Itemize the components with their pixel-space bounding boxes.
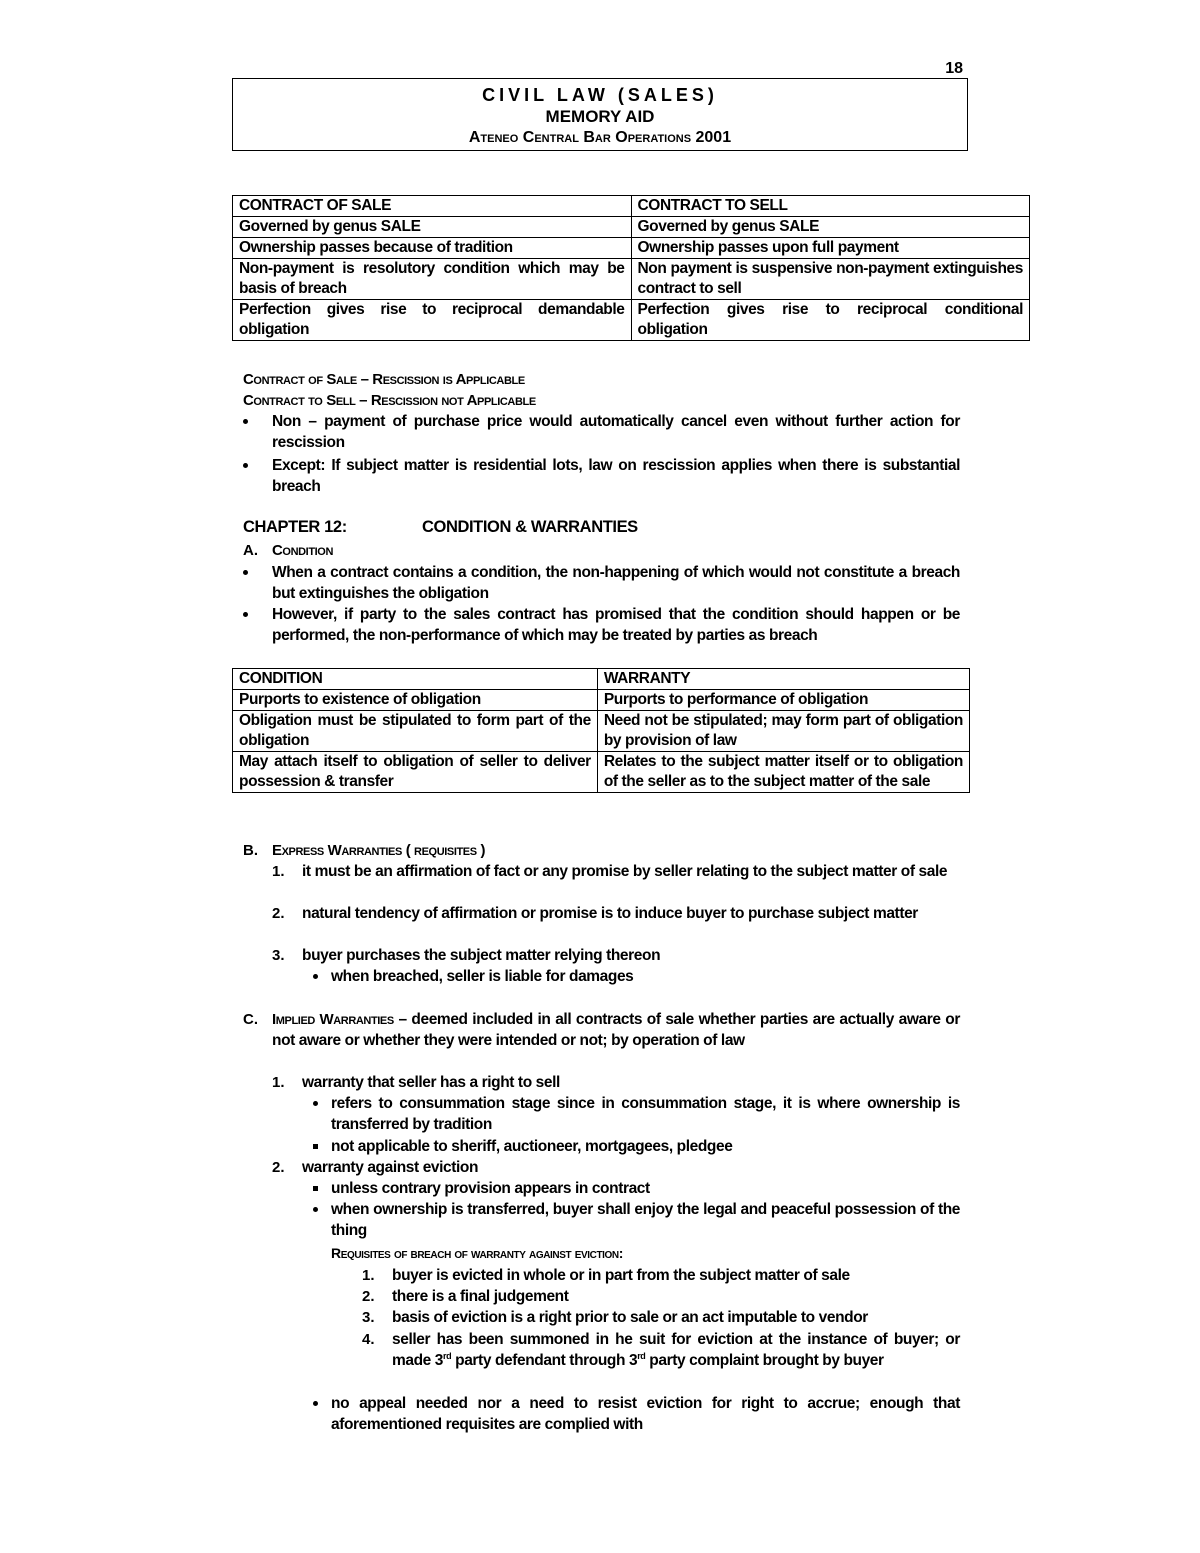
requisites-heading: Requisites of breach of warranty against eviction: xyxy=(331,1245,624,1261)
table-header-cell: CONTRACT OF SALE xyxy=(233,196,632,217)
bullet-icon xyxy=(313,1401,318,1406)
condition-bullet: However, if party to the sales contract has promised that the condition should happen or be performed, the non-performance of which may be treated by parties as breach xyxy=(272,606,960,644)
list-number: 2. xyxy=(272,1159,285,1176)
header-subtitle: MEMORY AID xyxy=(545,107,655,126)
square-bullet-icon xyxy=(313,1186,318,1191)
page-number: 18 xyxy=(945,60,963,77)
table-header-row xyxy=(233,669,970,690)
bullet-icon xyxy=(243,419,248,424)
list-sub-bullet: when ownership is transferred, buyer shall enjoy the legal and peaceful possession of the thing xyxy=(331,1201,960,1239)
list-number: 4. xyxy=(362,1331,375,1348)
rescission-line-2: Contract to Sell – Rescission not Applicable xyxy=(243,392,536,409)
list-number: 1. xyxy=(272,1074,285,1091)
table-cell: Perfection gives rise to reciprocal demandable obligation xyxy=(233,300,632,341)
requisite-item xyxy=(392,1329,960,1371)
table-cell: Need not be stipulated; may form part of obligation by provision of law xyxy=(597,711,969,752)
requisite-text: seller has been summoned in he suit for eviction at the instance of buyer; or made 3 xyxy=(392,1331,960,1369)
table-cell: Purports to performance of obligation xyxy=(597,690,969,711)
table-row xyxy=(233,711,970,752)
table-cell: May attach itself to obligation of seller to deliver possession & transfer xyxy=(233,752,598,793)
list-sub-bullet: no appeal needed nor a need to resist eviction for right to accrue; enough that aforementioned requisites are complied with xyxy=(331,1395,960,1433)
list-sub-bullet: unless contrary provision appears in contract xyxy=(331,1180,650,1197)
table-header-cell: CONTRACT TO SELL xyxy=(631,196,1030,217)
table-row xyxy=(233,690,970,711)
requisite-text: party defendant through 3 xyxy=(451,1352,638,1369)
table-header-row xyxy=(233,196,1030,217)
sale-vs-sell-table xyxy=(232,195,1030,341)
table-row xyxy=(233,752,970,793)
table-header-cell: CONDITION xyxy=(233,669,598,690)
list-item: buyer purchases the subject matter relying thereon xyxy=(302,947,661,964)
bullet-icon xyxy=(243,463,248,468)
requisite-item: there is a final judgement xyxy=(392,1288,569,1305)
header-title: CIVIL LAW (SALES) xyxy=(482,85,718,105)
list-number: 3. xyxy=(272,947,285,964)
bullet-icon xyxy=(313,974,318,979)
table-header-cell: WARRANTY xyxy=(597,669,969,690)
condition-vs-warranty-table xyxy=(232,668,970,793)
table-cell: Ownership passes upon full payment xyxy=(631,238,1030,259)
bullet-icon xyxy=(313,1101,318,1106)
bullet-icon xyxy=(313,1207,318,1212)
list-number: 3. xyxy=(362,1309,375,1326)
document-header xyxy=(232,78,968,151)
section-b-marker: B. xyxy=(243,842,258,859)
section-c-paragraph xyxy=(272,1009,960,1051)
table-cell: Governed by genus SALE xyxy=(233,217,632,238)
section-c-text: – deemed included in all contracts of sale whether parties are actually aware or not aware or whether they were intended or not; by operation of law xyxy=(272,1011,960,1049)
table-cell: Governed by genus SALE xyxy=(631,217,1030,238)
table-cell: Perfection gives rise to reciprocal conditional obligation xyxy=(631,300,1030,341)
section-b-title: Express Warranties ( requisites ) xyxy=(272,842,486,859)
list-item: it must be an affirmation of fact or any promise by seller relating to the subject matter of sale xyxy=(302,863,948,880)
rescission-line-1: Contract of Sale – Rescission is Applicable xyxy=(243,371,525,388)
table-cell: Non-payment is resolutory condition which may be basis of breach xyxy=(233,259,632,300)
list-item: warranty that seller has a right to sell xyxy=(302,1074,560,1091)
rescission-bullet: Except: If subject matter is residential lots, law on rescission applies when there is substantial breach xyxy=(272,457,960,495)
list-number: 2. xyxy=(272,905,285,922)
bullet-icon xyxy=(243,570,248,575)
table-row xyxy=(233,259,1030,300)
requisite-text: party complaint brought by buyer xyxy=(645,1352,884,1369)
list-number: 2. xyxy=(362,1288,375,1305)
requisite-item: basis of eviction is a right prior to sale or an act imputable to vendor xyxy=(392,1309,868,1326)
bullet-icon xyxy=(243,612,248,617)
table-cell: Obligation must be stipulated to form part of the obligation xyxy=(233,711,598,752)
table-cell: Ownership passes because of tradition xyxy=(233,238,632,259)
table-cell: Relates to the subject matter itself or to obligation of the seller as to the subject matter of the sale xyxy=(597,752,969,793)
chapter-title: CONDITION & WARRANTIES xyxy=(422,518,638,536)
section-a-marker: A. xyxy=(243,542,258,559)
superscript: rd xyxy=(637,1350,646,1361)
square-bullet-icon xyxy=(313,1144,318,1149)
condition-bullet: When a contract contains a condition, the non-happening of which would not constitute a breach but extinguishes the obligation xyxy=(272,564,960,602)
table-row xyxy=(233,300,1030,341)
list-item: natural tendency of affirmation or promise is to induce buyer to purchase subject matter xyxy=(302,905,918,922)
table-row xyxy=(233,217,1030,238)
list-sub-bullet: when breached, seller is liable for damages xyxy=(331,968,634,985)
table-row xyxy=(233,238,1030,259)
list-sub-bullet: refers to consummation stage since in consummation stage, it is where ownership is transferred by tradition xyxy=(331,1095,960,1133)
rescission-bullet: Non – payment of purchase price would automatically cancel even without further action for rescission xyxy=(272,413,960,451)
list-number: 1. xyxy=(362,1267,375,1284)
table-cell: Non payment is suspensive non-payment extinguishes contract to sell xyxy=(631,259,1030,300)
section-c-title: Implied Warranties xyxy=(272,1011,394,1028)
list-number: 1. xyxy=(272,863,285,880)
superscript: rd xyxy=(443,1350,452,1361)
section-c-marker: C. xyxy=(243,1011,258,1028)
requisite-item: buyer is evicted in whole or in part from the subject matter of sale xyxy=(392,1267,850,1284)
section-a-title: Condition xyxy=(272,542,334,559)
list-item: warranty against eviction xyxy=(302,1159,479,1176)
header-organization: Ateneo Central Bar Operations 2001 xyxy=(468,129,732,146)
chapter-number: CHAPTER 12: xyxy=(243,518,347,536)
list-sub-bullet: not applicable to sheriff, auctioneer, mortgagees, pledgee xyxy=(331,1138,733,1155)
table-cell: Purports to existence of obligation xyxy=(233,690,598,711)
